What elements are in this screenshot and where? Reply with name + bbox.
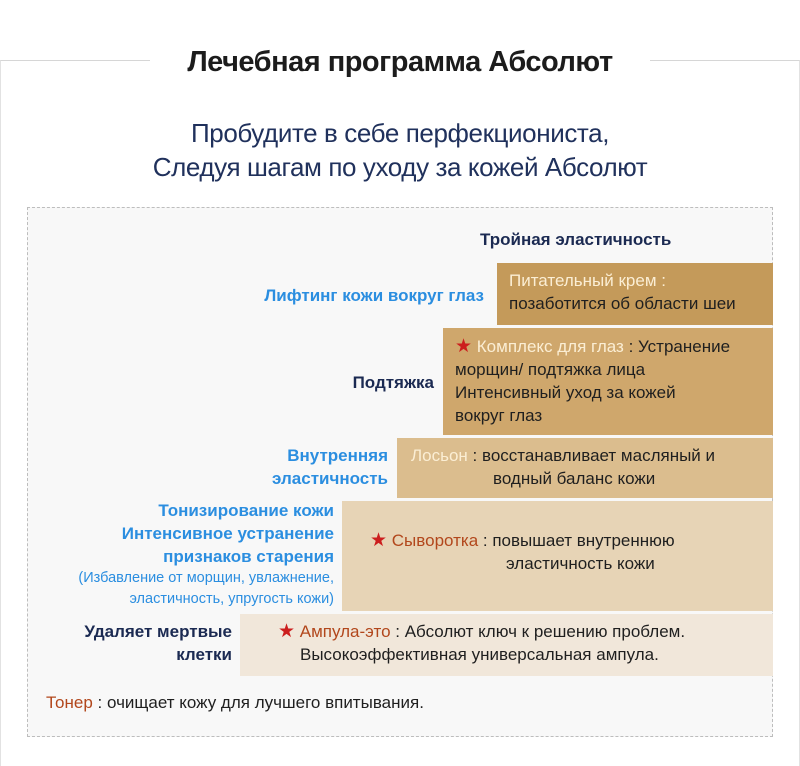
step4-desc-2: морщин/ подтяжка лица	[455, 360, 646, 379]
step4-desc-3: Интенсивный уход за кожей	[455, 383, 676, 402]
step1-name: Ампула-это	[299, 622, 391, 641]
toner-line	[46, 693, 424, 713]
step3-label-2: эластичность	[272, 469, 388, 488]
page-title: Лечебная программа Абсолют	[187, 46, 613, 78]
step1-desc-1: : Абсолют ключ к решению проблем.	[390, 622, 686, 641]
step5-name: Питательный крем	[509, 271, 657, 290]
step3-desc-1: : восстанавливает масляный и	[467, 446, 716, 465]
subtitle-line-2: Следуя шагам по уходу за кожей Абсолют	[152, 152, 648, 182]
step1-label-1: Удаляет мертвые	[84, 622, 232, 641]
step2-label-4: (Избавление от морщин, увлажнение,	[78, 570, 334, 586]
star-icon: ★	[278, 621, 296, 642]
step3-desc-2: водный баланс кожи	[493, 469, 656, 488]
step2-label-5: эластичность, упругость кожи)	[129, 591, 334, 607]
top-label: Тройная эластичность	[480, 230, 672, 249]
step1-label	[84, 620, 232, 666]
title-box	[150, 40, 650, 84]
subtitle-line-1: Пробудите в себе перфекциониста,	[190, 118, 610, 148]
step3-label-1: Внутренняя	[287, 446, 388, 465]
step2-label-1: Тонизирование кожи	[158, 501, 334, 520]
step4-desc-1: : Устранение	[623, 337, 731, 356]
step2-label-2: Интенсивное устранение	[121, 524, 334, 543]
step5-block	[497, 263, 773, 325]
step1-block	[240, 614, 773, 676]
step2-block	[342, 501, 773, 611]
step2-desc-1: : повышает внутреннюю	[478, 531, 675, 550]
star-icon: ★	[455, 336, 473, 357]
toner-name: Тонер	[46, 693, 93, 712]
step5-desc-2: позаботится об области шеи	[509, 294, 736, 313]
step2-label-3: признаков старения	[163, 547, 334, 566]
step1-desc-2: Высокоэффективная универсальная ампула.	[300, 645, 659, 664]
step4-desc-4: вокруг глаз	[455, 406, 543, 425]
step4-name: Комплекс для глаз	[476, 337, 624, 356]
step2-name: Сыворотка	[391, 531, 479, 550]
step5-desc-1: :	[656, 271, 666, 290]
step5-label: Лифтинг кожи вокруг глаз	[264, 286, 484, 305]
toner-desc: : очищает кожу для лучшего впитывания.	[92, 693, 424, 712]
step4-label: Подтяжка	[352, 373, 434, 392]
step2-desc-2: эластичность кожи	[506, 554, 655, 573]
step1-label-2: клетки	[176, 645, 232, 664]
step2-label	[78, 499, 334, 610]
step3-block	[397, 438, 773, 498]
step3-label	[272, 444, 388, 490]
star-icon: ★	[370, 530, 388, 551]
step4-block	[443, 328, 773, 435]
step3-name: Лосьон	[411, 446, 468, 465]
